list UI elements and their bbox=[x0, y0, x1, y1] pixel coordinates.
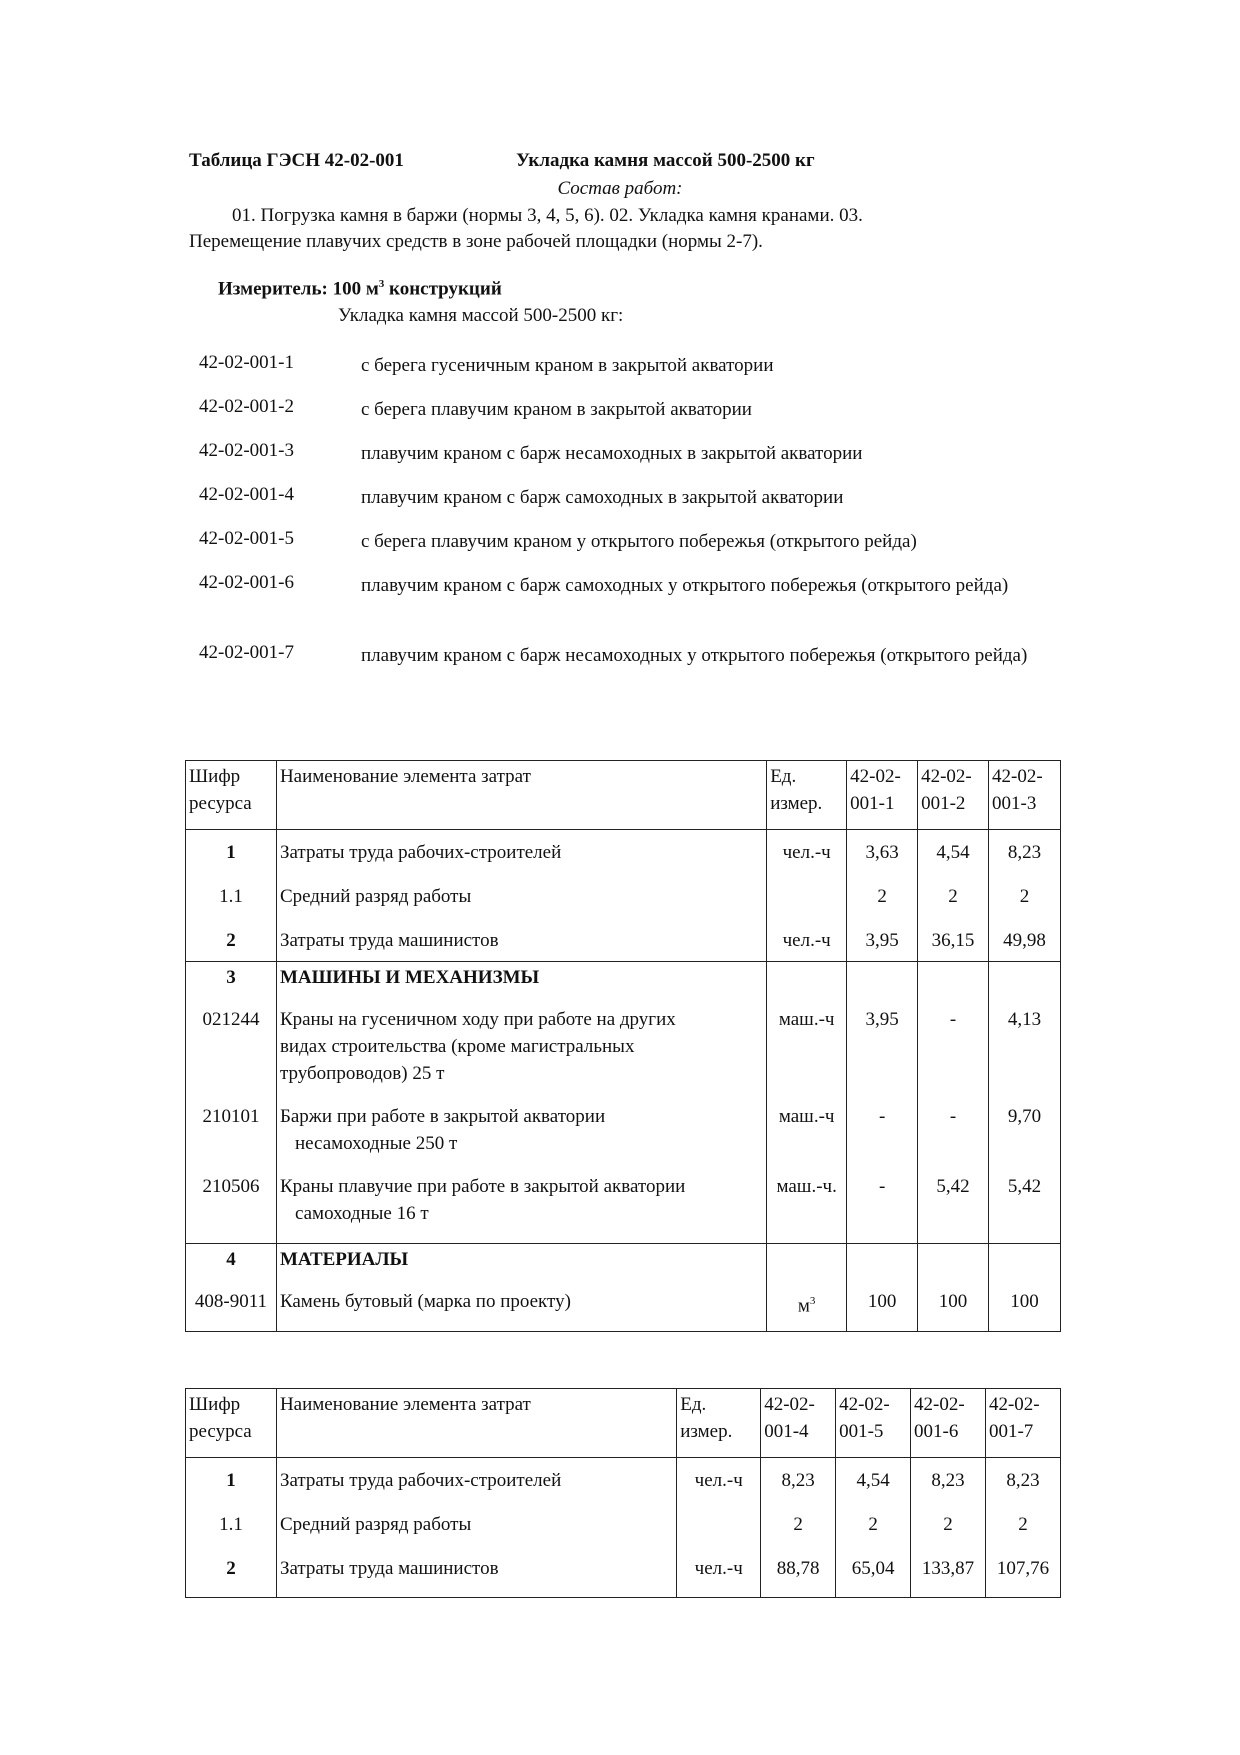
header-norm: 42-02- 001-1 bbox=[847, 761, 918, 830]
composition-line-2: Перемещение плавучих средств в зоне рабочей площадки (нормы 2-7). bbox=[189, 231, 763, 252]
table-row bbox=[186, 1103, 1061, 1173]
row-value: 133,87 bbox=[911, 1546, 986, 1598]
row-value bbox=[847, 962, 918, 1006]
row-value: 9,70 bbox=[989, 1103, 1061, 1173]
row-unit bbox=[767, 1244, 847, 1288]
row-name: МАШИНЫ И МЕХАНИЗМЫ bbox=[276, 962, 766, 1006]
row-name: Средний разряд работы bbox=[276, 1502, 676, 1546]
row-value: 4,54 bbox=[918, 830, 989, 874]
row-unit: чел.-ч bbox=[767, 918, 847, 962]
row-value: 5,42 bbox=[918, 1173, 989, 1244]
row-unit bbox=[767, 962, 847, 1006]
norm-desc: плавучим краном с барж самоходных у открытого побережья (открытого рейда) bbox=[361, 575, 1009, 596]
row-value: 88,78 bbox=[761, 1546, 836, 1598]
table-id: Таблица ГЭСН 42-02-001 bbox=[189, 150, 404, 171]
row-unit: чел.-ч bbox=[677, 1546, 761, 1598]
resource-table-1 bbox=[185, 760, 1061, 1332]
row-value bbox=[989, 962, 1061, 1006]
row-value: 4,13 bbox=[989, 1006, 1061, 1103]
row-value bbox=[918, 962, 989, 1006]
table-row bbox=[186, 962, 1061, 1006]
row-value: 3,95 bbox=[847, 918, 918, 962]
row-value bbox=[847, 1244, 918, 1288]
header-norm: 42-02- 001-5 bbox=[836, 1389, 911, 1458]
table-row bbox=[186, 874, 1061, 918]
row-name: Затраты труда рабочих-строителей bbox=[276, 830, 766, 874]
row-value: - bbox=[847, 1173, 918, 1244]
row-value: 3,95 bbox=[847, 1006, 918, 1103]
norm-code: 42-02-001-3 bbox=[199, 440, 294, 461]
row-value: - bbox=[918, 1006, 989, 1103]
row-code: 1.1 bbox=[186, 874, 277, 918]
table-row bbox=[186, 1546, 1061, 1598]
row-name: Затраты труда машинистов bbox=[276, 1546, 676, 1598]
table-header-row bbox=[186, 1389, 1061, 1458]
row-value: 8,23 bbox=[985, 1458, 1060, 1502]
row-unit: маш.-ч bbox=[767, 1006, 847, 1103]
table-header-row bbox=[186, 761, 1061, 830]
row-name: МАТЕРИАЛЫ bbox=[276, 1244, 766, 1288]
row-code: 3 bbox=[186, 962, 277, 1006]
row-value: 4,54 bbox=[836, 1458, 911, 1502]
composition-title: Состав работ: bbox=[557, 178, 683, 199]
row-code: 1.1 bbox=[186, 1502, 277, 1546]
row-unit: $м^3$ bbox=[767, 1288, 847, 1332]
header-code: Шифр ресурса bbox=[186, 1389, 277, 1458]
header-norm: 42-02- 001-3 bbox=[989, 761, 1061, 830]
row-value: 5,42 bbox=[989, 1173, 1061, 1244]
row-code: 1 bbox=[186, 1458, 277, 1502]
norm-desc: с берега плавучим краном у открытого побережья (открытого рейда) bbox=[361, 531, 917, 552]
meter: Измеритель: 100 $м^3$ конструкций bbox=[218, 278, 502, 300]
table-row bbox=[186, 1458, 1061, 1502]
composition-line-1: 01. Погрузка камня в баржи (нормы 3, 4, 5, 6). 02. Укладка камня кранами. 03. bbox=[232, 205, 863, 226]
row-name: Краны плавучие при работе в закрытой акватории самоходные 16 т bbox=[276, 1173, 766, 1244]
norm-code: 42-02-001-7 bbox=[199, 642, 294, 663]
row-code: 408-9011 bbox=[186, 1288, 277, 1332]
row-code: 021244 bbox=[186, 1006, 277, 1103]
row-value: 8,23 bbox=[911, 1458, 986, 1502]
row-value: 36,15 bbox=[918, 918, 989, 962]
norm-code: 42-02-001-5 bbox=[199, 528, 294, 549]
row-value: 8,23 bbox=[761, 1458, 836, 1502]
norm-desc: плавучим краном с барж несамоходных у открытого побережья (открытого рейда) bbox=[361, 645, 1028, 666]
row-name: Затраты труда рабочих-строителей bbox=[276, 1458, 676, 1502]
row-name: Баржи при работе в закрытой акватории несамоходные 250 т bbox=[276, 1103, 766, 1173]
norm-desc: плавучим краном с барж несамоходных в закрытой акватории bbox=[361, 443, 863, 464]
row-value: - bbox=[918, 1103, 989, 1173]
header-norm: 42-02- 001-7 bbox=[985, 1389, 1060, 1458]
row-value bbox=[918, 1244, 989, 1288]
norm-code: 42-02-001-1 bbox=[199, 352, 294, 373]
row-unit: чел.-ч bbox=[677, 1458, 761, 1502]
table-row bbox=[186, 1244, 1061, 1288]
row-name: Краны на гусеничном ходу при работе на других видах строительства (кроме магистральных трубопроводов) 25 т bbox=[276, 1006, 766, 1103]
row-code: 2 bbox=[186, 918, 277, 962]
row-value: 100 bbox=[918, 1288, 989, 1332]
row-value: 49,98 bbox=[989, 918, 1061, 962]
row-value: 100 bbox=[847, 1288, 918, 1332]
row-value: 2 bbox=[847, 874, 918, 918]
row-name: Камень бутовый (марка по проекту) bbox=[276, 1288, 766, 1332]
norm-code: 42-02-001-6 bbox=[199, 572, 294, 593]
table-row bbox=[186, 1502, 1061, 1546]
row-unit: чел.-ч bbox=[767, 830, 847, 874]
row-code: 1 bbox=[186, 830, 277, 874]
row-unit: маш.-ч bbox=[767, 1103, 847, 1173]
row-value: 3,63 bbox=[847, 830, 918, 874]
table-row bbox=[186, 1006, 1061, 1103]
header-unit: Ед. измер. bbox=[767, 761, 847, 830]
row-value: 8,23 bbox=[989, 830, 1061, 874]
row-code: 2 bbox=[186, 1546, 277, 1598]
row-code: 210506 bbox=[186, 1173, 277, 1244]
header-code: Шифр ресурса bbox=[186, 761, 277, 830]
table-row bbox=[186, 830, 1061, 874]
resource-table-2 bbox=[185, 1388, 1061, 1598]
table-row bbox=[186, 1288, 1061, 1332]
row-value: 2 bbox=[761, 1502, 836, 1546]
row-unit: маш.-ч. bbox=[767, 1173, 847, 1244]
row-value: 107,76 bbox=[985, 1546, 1060, 1598]
table-row bbox=[186, 918, 1061, 962]
row-value: 100 bbox=[989, 1288, 1061, 1332]
header-name: Наименование элемента затрат bbox=[276, 1389, 676, 1458]
row-unit bbox=[677, 1502, 761, 1546]
norm-code: 42-02-001-4 bbox=[199, 484, 294, 505]
row-name: Средний разряд работы bbox=[276, 874, 766, 918]
norm-desc: плавучим краном с барж самоходных в закрытой акватории bbox=[361, 487, 844, 508]
header-unit: Ед. измер. bbox=[677, 1389, 761, 1458]
table-title: Укладка камня массой 500-2500 кг bbox=[516, 150, 815, 171]
row-unit bbox=[767, 874, 847, 918]
norm-code: 42-02-001-2 bbox=[199, 396, 294, 417]
header-norm: 42-02- 001-6 bbox=[911, 1389, 986, 1458]
header-norm: 42-02- 001-2 bbox=[918, 761, 989, 830]
row-value: 2 bbox=[911, 1502, 986, 1546]
row-value: 2 bbox=[918, 874, 989, 918]
header-norm: 42-02- 001-4 bbox=[761, 1389, 836, 1458]
row-code: 210101 bbox=[186, 1103, 277, 1173]
row-value: 65,04 bbox=[836, 1546, 911, 1598]
norm-desc: с берега плавучим краном в закрытой акватории bbox=[361, 399, 752, 420]
row-value: 2 bbox=[989, 874, 1061, 918]
row-name: Затраты труда машинистов bbox=[276, 918, 766, 962]
header-name: Наименование элемента затрат bbox=[276, 761, 766, 830]
row-value bbox=[989, 1244, 1061, 1288]
row-value: 2 bbox=[836, 1502, 911, 1546]
subtitle: Укладка камня массой 500-2500 кг: bbox=[338, 305, 624, 326]
norm-desc: с берега гусеничным краном в закрытой акватории bbox=[361, 355, 774, 376]
row-value: 2 bbox=[985, 1502, 1060, 1546]
table-row bbox=[186, 1173, 1061, 1244]
row-code: 4 bbox=[186, 1244, 277, 1288]
row-value: - bbox=[847, 1103, 918, 1173]
